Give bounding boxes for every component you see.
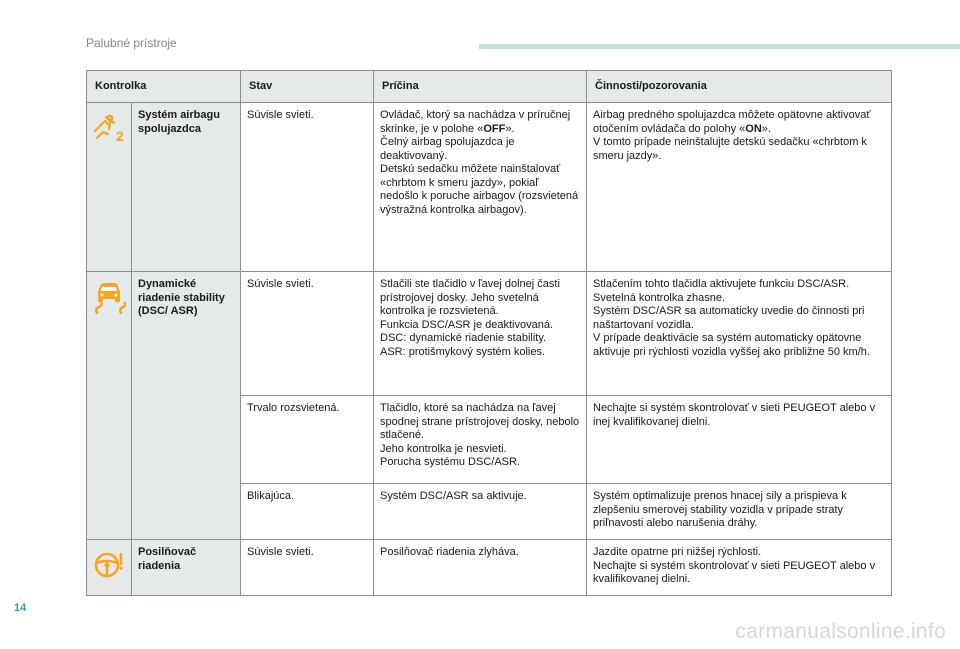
table-row	[87, 103, 892, 272]
header-accent-bar	[479, 44, 960, 49]
status-cell: Trvalo rozsvietená.	[241, 396, 374, 484]
cause-cell	[374, 103, 587, 272]
svg-text:2: 2	[116, 128, 124, 143]
action-cell: Systém optimalizuje prenos hnacej sily a prispieva k zlepšeniu smerovej stability vozidla v prípade straty priľnavosti alebo narušenia dráhy.	[587, 484, 892, 540]
cause-cell: Systém DSC/ASR sa aktivuje.	[374, 484, 587, 540]
action-cell	[587, 103, 892, 272]
warning-lights-table	[86, 70, 892, 596]
table-header-row	[87, 71, 892, 103]
column-header-kontrolka: Kontrolka	[87, 71, 241, 103]
action-cell: Nechajte si systém skontrolovať v sieti PEUGEOT alebo v inej kvalifikovanej dielni.	[587, 396, 892, 484]
action-text: Airbag predného spolujazdca môžete opätovne aktivovať otočením ovládača do polohy «	[593, 109, 871, 135]
cause-cell: Stlačili ste tlačidlo v ľavej dolnej časti prístrojovej dosky. Jeho svetelná kontrolka je rozsvietená. Funkcia DSC/ASR je deaktivovaná. DSC: dynamické riadenie stability. ASR: protišmykový systém kolies.	[374, 272, 587, 396]
action-text-bold: ON	[745, 122, 762, 135]
status-cell: Súvisle svieti.	[241, 540, 374, 596]
page-number: 14	[14, 602, 27, 614]
icon-cell	[87, 272, 132, 540]
watermark-text: carmanualsonline.info	[735, 620, 946, 643]
action-text: ». V tomto prípade neinštalujte detskú sedačku «chrbtom k smeru jazdy».	[593, 122, 867, 162]
status-cell: Súvisle svieti.	[241, 272, 374, 396]
cause-text-bold: OFF	[483, 122, 506, 135]
column-header-stav: Stav	[241, 71, 374, 103]
indicator-name: Posilňovač riadenia	[132, 540, 241, 596]
status-cell: Súvisle svieti.	[241, 103, 374, 272]
cause-text: ». Čelný airbag spolujazdca je deaktivovaný. Detskú sedačku môžete nainštalovať «chrbtom k smeru jazdy», pokiaľ nedošlo k poruche airbagov (rozsvietená výstražná kontrolka airbagov).	[380, 122, 579, 216]
column-header-cinnosti: Činnosti/pozorovania	[587, 71, 892, 103]
cause-cell: Tlačidlo, ktoré sa nachádza na ľavej spodnej strane prístrojovej dosky, nebolo stlačené. Jeho kontrolka je nesvieti. Porucha systému DSC/ASR.	[374, 396, 587, 484]
cause-cell: Posilňovač riadenia zlyháva.	[374, 540, 587, 596]
table-row	[87, 272, 892, 396]
page-section-title: Palubné prístroje	[86, 36, 177, 50]
action-cell: Jazdite opatrne pri nižšej rýchlosti. Nechajte si systém skontrolovať v sieti PEUGEOT alebo v kvalifikovanej dielni.	[587, 540, 892, 596]
passenger-airbag-off-icon	[92, 128, 126, 146]
icon-cell	[87, 103, 132, 272]
table-row	[87, 540, 892, 596]
stability-control-icon	[92, 307, 126, 319]
power-steering-fault-icon	[92, 571, 126, 583]
icon-cell	[87, 540, 132, 596]
cause-text: Ovládač, ktorý sa nachádza v príručnej skrinke, je v polohe «	[380, 109, 571, 135]
status-cell: Blikajúca.	[241, 484, 374, 540]
column-header-pricina: Príčina	[374, 71, 587, 103]
action-cell: Stlačením tohto tlačidla aktivujete funkciu DSC/ASR. Svetelná kontrolka zhasne. Systém DSC/ASR sa automaticky uvedie do činnosti pri naštartovaní vozidla. V prípade deaktivácie sa systém automaticky opätovne aktivuje pri rýchlosti vozidla vyššej ako približne 50 km/h.	[587, 272, 892, 396]
indicator-name: Systém airbagu spolujazdca	[132, 103, 241, 272]
indicator-name: Dynamické riadenie stability (DSC/ ASR)	[132, 272, 241, 540]
